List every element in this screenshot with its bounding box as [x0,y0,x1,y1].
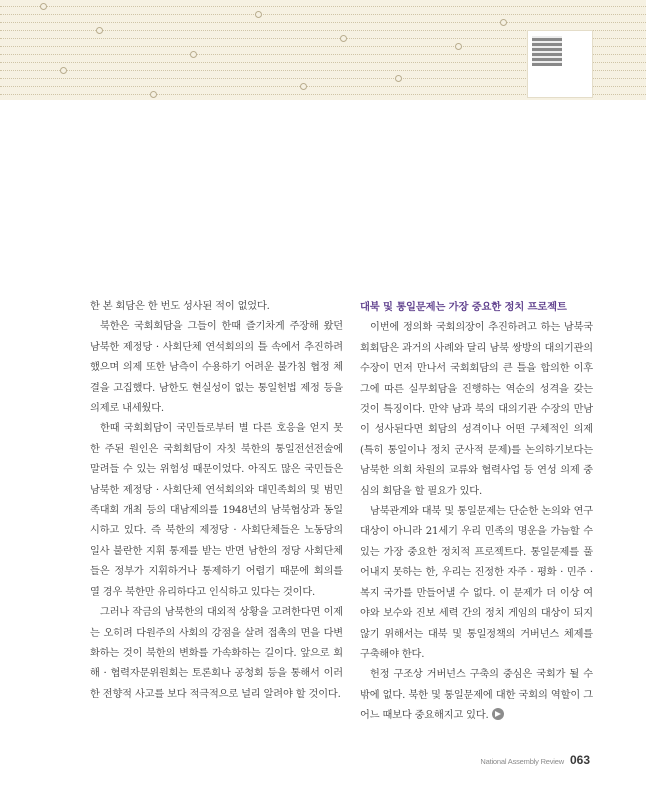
decorative-header-band [0,0,646,100]
paragraph: 한 본 회담은 한 번도 성사된 적이 없었다. [90,301,270,312]
journal-name: National Assembly Review [480,757,564,766]
page-footer [480,753,590,767]
section-heading: 대북 및 통일문제는 가장 중요한 정치 프로젝트 [360,301,567,313]
page-number: 063 [569,753,590,767]
paragraph-text: 헌정 구조상 거버넌스 구축의 중심은 국회가 될 수밖에 없다. 북한 및 통일문제에 대한 국회의 역할이 그 어느 때보다 중요해지고 있다. [360,669,593,722]
paragraph: 한때 국회회담이 국민들로부터 별 다른 호응을 얻지 못한 주된 원인은 국회회담이 자칫 북한의 통일전선전술에 말려들 수 있는 위험성 때문이었다. 아직도 많은 국민들은 남북한 제정당 · 사회단체 연석회의와 대민족회의 및 범민족대회 개최 등의 대남제의를 1948년의 남북협상과 동일시하고 있다. 즉 북한의 제정당 · 사회단체들은 노동당의 일사 불란한 지휘 통제를 받는 반면 남한의 정당 사회단체들은 정부가 지휘하거나 통제하기 어렵기 때문에 회의를 열 경우 북한만 유리하다고 인식하고 있다는 것이다. [90,423,343,598]
qr-code-icon [532,36,562,66]
paragraph [360,665,593,726]
paragraph: 북한은 국회회담을 그들이 한때 즐기차게 주장해 왔던 남북한 제정당 · 사회단체 연석회의의 틀 속에서 추진하려 했으며 의제 또한 남측이 수용하기 어려운 불가침 협정 체결을 고집했다. 남한도 현실성이 없는 통일헌법 제정 등을 의제로 내세웠다. [90,321,343,415]
paragraph: 그러나 작금의 남북한의 대외적 상황을 고려한다면 이제는 오히려 다원주의 사회의 강점을 살려 접촉의 면을 다변화하는 것이 북한의 변화를 가속화하는 길이다. 앞으로 회해 · 협력자문위원회는 토론회나 공청회 등을 통해서 이러한 전향적 사고를 보다 적극적으로 널리 알려야 할 것이다. [90,607,343,700]
paragraph: 남북관계와 대북 및 통일문제는 단순한 논의와 연구대상이 아니라 21세기 우리 민족의 명운을 가늠할 수 있는 가장 중요한 정치적 프로젝트다. 통일문제를 풀어내지 못하는 한, 우리는 진정한 자주 · 평화 · 민주 · 복지 국가를 만들어낼 수 없다. 이 문제가 더 이상 여야와 보수와 진보 세력 간의 정치 게임의 대상이 되지 않기 위해서는 대북 및 통일정책의 거버넌스 체제를 구축해야 한다. [360,506,593,660]
right-text-column [360,297,593,727]
left-text-column [90,297,343,705]
paragraph: 이번에 정의화 국회의장이 추진하려고 하는 남북국회회담은 과거의 사례와 달리 남북 쌍방의 대의기관의 수장이 먼저 만나서 국회회담의 큰 틀을 합의한 이후 그에 따른 실무회담을 진행하는 역순의 성격을 갖는 것이 특징이다. 만약 남과 북의 대의기관 수장의 만남이 성사된다면 회담의 성격이나 어떤 구체적인 의제(특히 통일이나 정치 군사적 문제)를 논의하기보다는 남북한 의회 차원의 교류와 협력사업 등 연성 의제 중심의 회담을 할 필요가 있다. [360,322,593,497]
end-of-article-icon [492,708,504,720]
